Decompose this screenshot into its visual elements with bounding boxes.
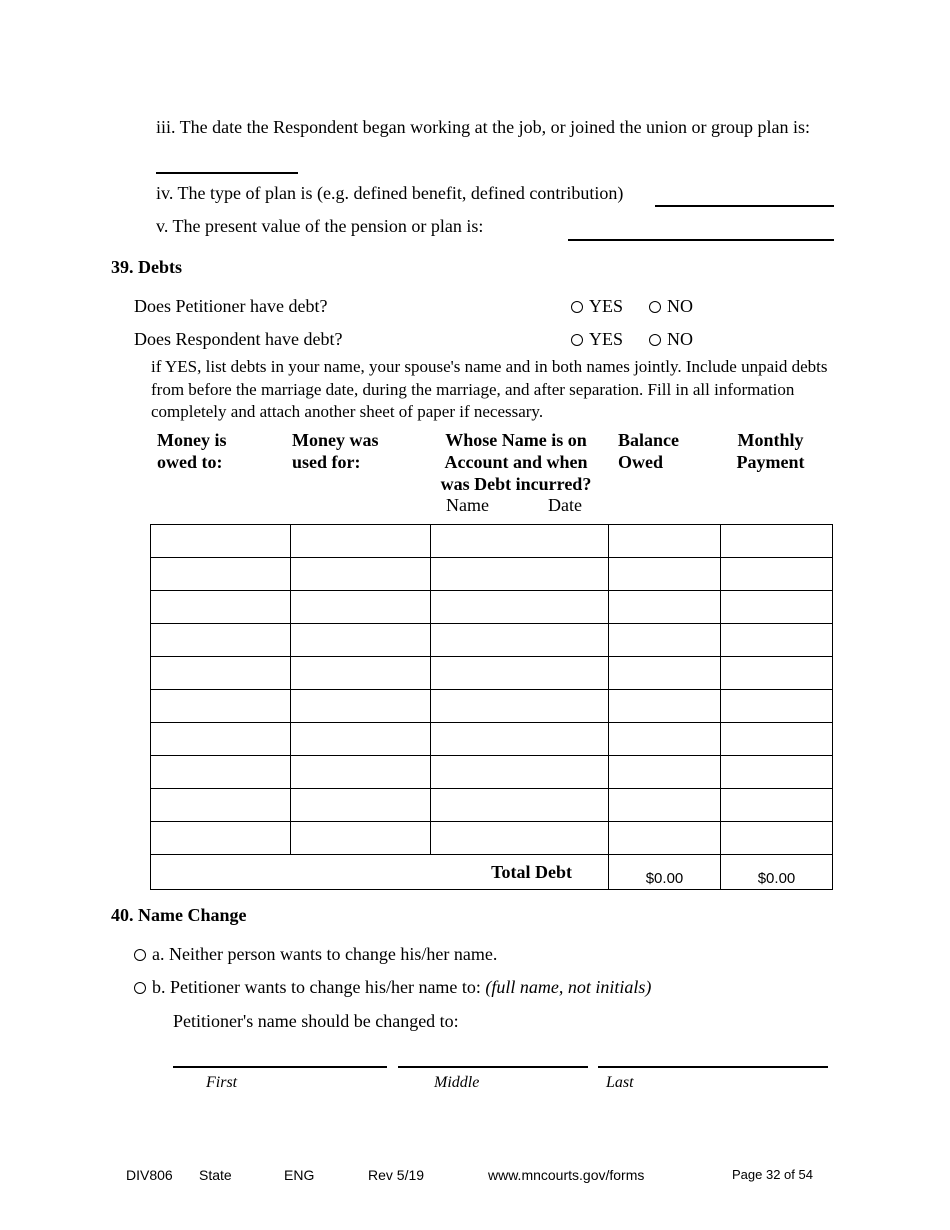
debts-heading: 39. Debts — [111, 257, 182, 277]
last-name-field[interactable] — [598, 1066, 828, 1068]
whose-name-cell[interactable] — [431, 624, 609, 657]
balance-cell[interactable] — [609, 624, 721, 657]
petitioner-debt-yes-option[interactable] — [571, 296, 623, 317]
radio-circle-icon[interactable] — [134, 982, 146, 994]
petitioner-debt-question: Does Petitioner have debt? — [134, 296, 328, 316]
whose-name-cell[interactable] — [431, 657, 609, 690]
used-for-cell[interactable] — [291, 525, 431, 558]
owed-to-cell[interactable] — [151, 756, 291, 789]
col-header-used-for: Money was used for: — [292, 430, 379, 472]
whose-name-cell[interactable] — [431, 789, 609, 822]
debts-table — [150, 524, 833, 890]
used-for-cell[interactable] — [291, 756, 431, 789]
table-row — [151, 756, 833, 789]
balance-cell[interactable] — [609, 657, 721, 690]
name-change-option-b[interactable] — [134, 977, 651, 998]
petitioner-debt-no-option[interactable] — [649, 296, 693, 317]
pension-start-date-field[interactable] — [156, 172, 298, 174]
table-row — [151, 624, 833, 657]
footer-language: ENG — [284, 1167, 315, 1183]
table-row — [151, 558, 833, 591]
plan-type-field[interactable] — [655, 205, 834, 207]
monthly-cell[interactable] — [721, 657, 833, 690]
balance-cell[interactable] — [609, 591, 721, 624]
name-change-option-a[interactable] — [134, 944, 497, 965]
col-subheader-name: Name — [446, 495, 489, 515]
radio-circle-icon[interactable] — [649, 334, 661, 346]
total-row — [151, 855, 833, 890]
whose-name-cell[interactable] — [431, 591, 609, 624]
table-row — [151, 723, 833, 756]
no-label: NO — [667, 296, 693, 316]
balance-cell[interactable] — [609, 723, 721, 756]
monthly-cell[interactable] — [721, 624, 833, 657]
whose-name-cell[interactable] — [431, 822, 609, 855]
footer-url[interactable]: www.mncourts.gov/forms — [488, 1167, 645, 1183]
last-name-label: Last — [606, 1074, 634, 1091]
middle-name-field[interactable] — [398, 1066, 588, 1068]
respondent-debt-no-option[interactable] — [649, 329, 693, 350]
respondent-debt-question: Does Respondent have debt? — [134, 329, 343, 349]
balance-cell[interactable] — [609, 558, 721, 591]
table-row — [151, 789, 833, 822]
owed-to-cell[interactable] — [151, 822, 291, 855]
used-for-cell[interactable] — [291, 558, 431, 591]
whose-name-cell[interactable] — [431, 690, 609, 723]
col-subheader-date: Date — [548, 495, 582, 515]
first-name-field[interactable] — [173, 1066, 387, 1068]
col-header-whose-name: Whose Name is on Account and when was Debt incurred? — [440, 430, 592, 494]
table-row — [151, 690, 833, 723]
pension-item-iv: iv. The type of plan is (e.g. defined benefit, defined contribution) — [156, 183, 624, 203]
used-for-cell[interactable] — [291, 657, 431, 690]
radio-circle-icon[interactable] — [649, 301, 661, 313]
used-for-cell[interactable] — [291, 690, 431, 723]
first-name-label: First — [206, 1074, 238, 1091]
owed-to-cell[interactable] — [151, 723, 291, 756]
radio-circle-icon[interactable] — [571, 301, 583, 313]
no-label: NO — [667, 329, 693, 349]
footer-revision: Rev 5/19 — [368, 1167, 425, 1183]
table-row — [151, 591, 833, 624]
radio-circle-icon[interactable] — [134, 949, 146, 961]
used-for-cell[interactable] — [291, 789, 431, 822]
monthly-cell[interactable] — [721, 723, 833, 756]
footer-jurisdiction: State — [199, 1167, 232, 1183]
yes-label: YES — [589, 296, 624, 316]
owed-to-cell[interactable] — [151, 657, 291, 690]
monthly-cell[interactable] — [721, 690, 833, 723]
monthly-cell[interactable] — [721, 756, 833, 789]
monthly-cell[interactable] — [721, 822, 833, 855]
used-for-cell[interactable] — [291, 591, 431, 624]
used-for-cell[interactable] — [291, 723, 431, 756]
table-row — [151, 525, 833, 558]
balance-cell[interactable] — [609, 690, 721, 723]
monthly-cell[interactable] — [721, 789, 833, 822]
monthly-cell[interactable] — [721, 525, 833, 558]
footer-page-number: Page 32 of 54 — [732, 1167, 813, 1182]
whose-name-cell[interactable] — [431, 756, 609, 789]
total-balance-value: $0.00 — [609, 855, 721, 890]
balance-cell[interactable] — [609, 822, 721, 855]
total-debt-label: Total Debt — [151, 855, 609, 890]
balance-cell[interactable] — [609, 525, 721, 558]
option-b-label: b. Petitioner wants to change his/her name to: — [152, 977, 481, 997]
owed-to-cell[interactable] — [151, 525, 291, 558]
yes-label: YES — [589, 329, 624, 349]
name-change-heading: 40. Name Change — [111, 905, 247, 925]
balance-cell[interactable] — [609, 789, 721, 822]
used-for-cell[interactable] — [291, 822, 431, 855]
whose-name-cell[interactable] — [431, 525, 609, 558]
pension-item-iii: iii. The date the Respondent began working at the job, or joined the union or group plan is: — [156, 117, 811, 137]
owed-to-cell[interactable] — [151, 624, 291, 657]
monthly-cell[interactable] — [721, 558, 833, 591]
whose-name-cell[interactable] — [431, 558, 609, 591]
pension-item-v: v. The present value of the pension or plan is: — [156, 216, 484, 236]
middle-name-label: Middle — [434, 1074, 480, 1091]
balance-cell[interactable] — [609, 756, 721, 789]
option-a-label: a. Neither person wants to change his/her name. — [152, 944, 498, 964]
owed-to-cell[interactable] — [151, 558, 291, 591]
col-header-owed-to: Money is owed to: — [157, 430, 227, 472]
col-header-balance: Balance Owed — [618, 430, 679, 472]
monthly-cell[interactable] — [721, 591, 833, 624]
table-row — [151, 657, 833, 690]
debts-instructions: if YES, list debts in your name, your spouse's name and in both names jointly. Include unpaid debts from before the marriage date, during the marriage, and after separation. Fill in all information completely and attach another sheet of paper if necessary. — [151, 357, 828, 421]
name-changed-to-label: Petitioner's name should be changed to: — [173, 1011, 459, 1031]
owed-to-cell[interactable] — [151, 789, 291, 822]
col-header-monthly: Monthly Payment — [736, 430, 805, 472]
owed-to-cell[interactable] — [151, 690, 291, 723]
table-row — [151, 822, 833, 855]
radio-circle-icon[interactable] — [571, 334, 583, 346]
owed-to-cell[interactable] — [151, 591, 291, 624]
plan-value-field[interactable] — [568, 239, 834, 241]
footer-form-id: DIV806 — [126, 1167, 173, 1183]
total-monthly-value: $0.00 — [721, 855, 833, 890]
whose-name-cell[interactable] — [431, 723, 609, 756]
option-b-note: (full name, not initials) — [485, 977, 652, 997]
respondent-debt-yes-option[interactable] — [571, 329, 623, 350]
used-for-cell[interactable] — [291, 624, 431, 657]
